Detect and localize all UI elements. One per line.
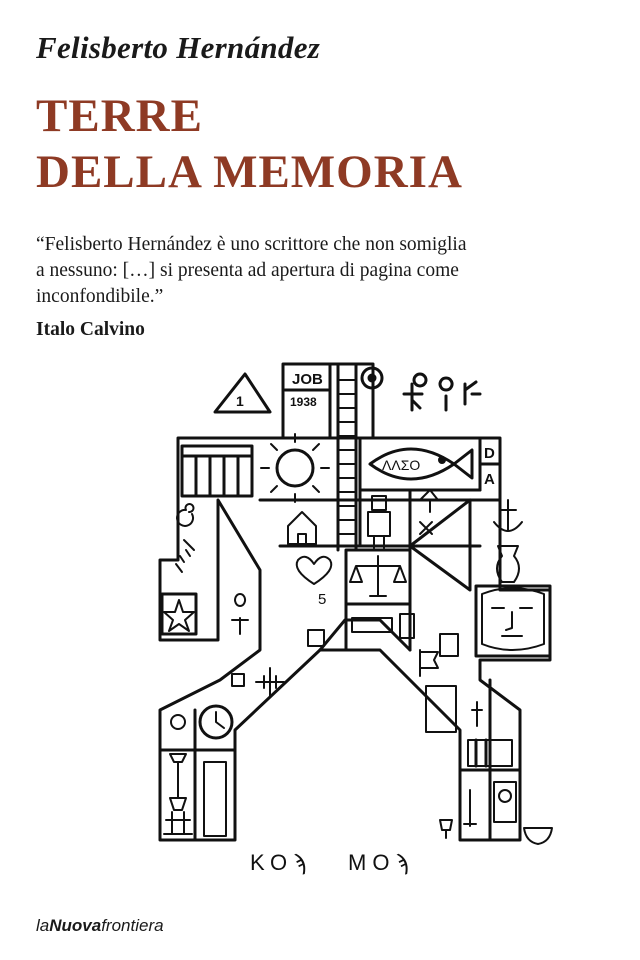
anchor-icon [494, 500, 522, 531]
year-label: 1938 [290, 395, 317, 409]
bottom-text-left: ΚΟϡ [250, 850, 312, 875]
letter-d: D [484, 445, 495, 462]
book-author: Felisberto Hernández [36, 30, 321, 65]
heart-icon [297, 557, 332, 584]
quote-line-2: a nessuno: […] si presenta ad apertura di pagina come [36, 260, 459, 281]
star-icon [164, 600, 194, 631]
shovel-icon [170, 762, 186, 810]
triangle-number: 1 [236, 393, 244, 409]
number-five: 5 [318, 591, 327, 608]
goblet-icon [440, 820, 452, 838]
quote-line-1: “Felisberto Hernández è uno scrittore che non somiglia [36, 234, 467, 255]
apple-icon [171, 715, 185, 729]
bottom-text-right: ΜΟϡ [348, 850, 415, 875]
job-label: JOB [292, 371, 323, 388]
man-figure-icon [368, 496, 390, 548]
spiral-icon [177, 504, 193, 526]
title-line-2: DELLA MEMORIA [36, 146, 463, 198]
sun-icon [277, 450, 313, 486]
publisher-part-2: Nuova [49, 916, 102, 935]
temple-icon [182, 446, 252, 496]
rune-2-icon [465, 382, 480, 404]
publisher-part-3: frontiera [101, 916, 164, 935]
publisher-logo [36, 916, 164, 936]
fish-text: ΛΛΣΟ [382, 457, 421, 473]
scales-icon [350, 556, 406, 596]
title-line-1: TERRE [36, 90, 203, 142]
book-title [36, 88, 463, 200]
sail-icon [420, 490, 438, 512]
tcross-icon [472, 702, 482, 726]
bowl-icon [524, 828, 552, 844]
long-rect [204, 762, 226, 836]
keyhole-icon [440, 378, 452, 410]
flag-icon [420, 650, 438, 676]
knife-icon [464, 790, 476, 826]
quote-attribution: Italo Calvino [36, 319, 145, 340]
cup-icon [170, 754, 186, 762]
cross-icon [256, 668, 284, 696]
rune-icon [404, 384, 422, 410]
boat-icon [164, 812, 192, 834]
letter-a: A [484, 471, 495, 488]
glove-icon [308, 630, 324, 646]
cover-artwork [120, 350, 580, 890]
ankh-icon [232, 594, 248, 634]
ladder-icon [338, 380, 356, 534]
blurb-quote [36, 232, 596, 310]
publisher-part-1: la [36, 916, 50, 935]
quote-line-3: inconfondibile.” [36, 286, 164, 307]
house-icon [288, 512, 316, 544]
